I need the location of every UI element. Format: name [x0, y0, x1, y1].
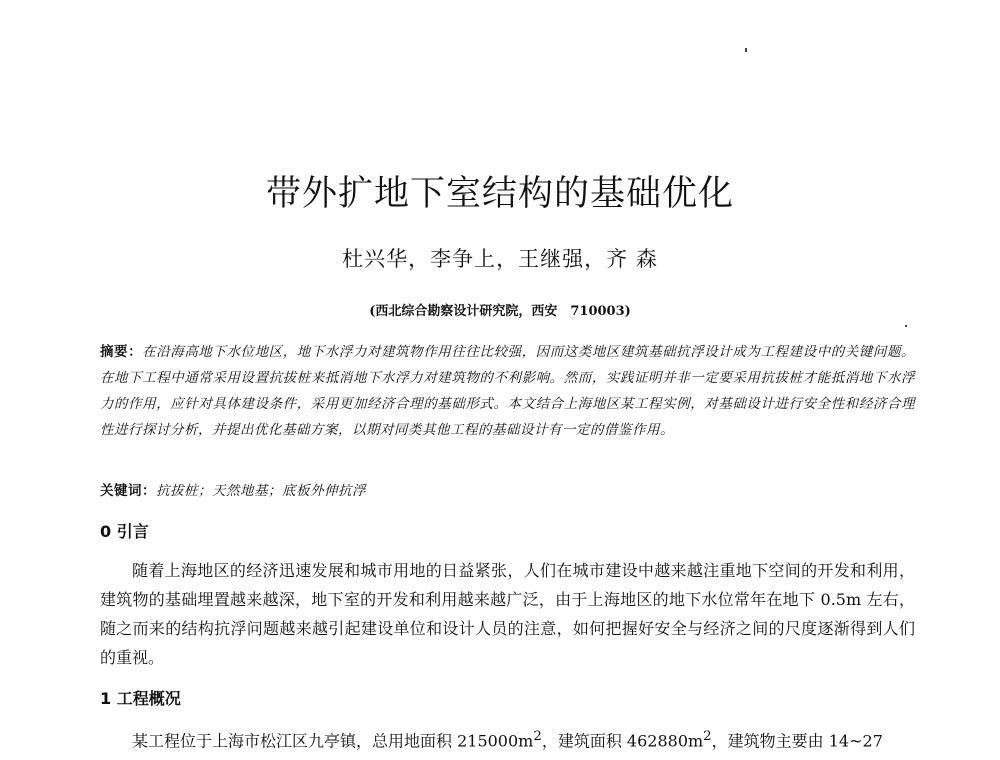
overview-text-part2: ，建筑面积 462880m — [541, 731, 704, 751]
scan-speck — [905, 325, 907, 327]
affiliation: (西北综合勘察设计研究院，西安 710003) — [369, 304, 631, 319]
area-unit-superscript: 2 — [533, 729, 542, 744]
section-heading-project-overview: 1 工程概况 — [100, 689, 181, 708]
abstract-text: 在沿海高地下水位地区，地下水浮力对建筑物作用往往比较强，因而这类地区建筑基础抗浮设计成为工程建设中的关键问题。在地下工程中通常采用设置抗拔桩来抵消地下水浮力对建筑物的不利影响。然而，实践证明并非一定要采用抗拔桩才能抵消地下水浮力的作用，应针对具体建设条件，采用更加经济合理的基础形式。本文结合上海地区某工程实例，对基础设计进行安全性和经济合理性进行探讨分析，并提出优化基础方案，以期对同类其他工程的基础设计有一定的借鉴作用。 — [100, 344, 916, 438]
keywords-label: 关键词： — [100, 483, 156, 499]
paper-title: 带外扩地下室结构的基础优化 — [265, 174, 734, 214]
abstract-label: 摘要： — [100, 344, 143, 360]
keywords — [100, 479, 915, 499]
abstract — [100, 339, 915, 443]
area-unit-superscript: 2 — [703, 729, 712, 744]
overview-text-part1: 某工程位于上海市松江区九亭镇，总用地面积 215000m — [132, 731, 534, 751]
keywords-text: 抗拔桩；天然地基；底板外伸抗浮 — [156, 483, 366, 499]
introduction-paragraph: 随着上海地区的经济迅速发展和城市用地的日益紧张，人们在城市建设中越来越注重地下空间的开发和利用，建筑物的基础埋置越来越深，地下室的开发和利用越来越广泛，由于上海地区的地下水位常年在地下 0.5m 左右，随之而来的结构抗浮问题越来越引起建设单位和设计人员的注意，如何把握好安全与经济之间的尺度逐渐得到人们的重视。 — [100, 561, 915, 667]
author-list: 杜兴华，李争上，王继强，齐 森 — [342, 247, 658, 271]
scan-speck — [745, 48, 747, 52]
project-overview-paragraph — [100, 722, 915, 755]
section-heading-introduction: 0 引言 — [100, 522, 149, 541]
overview-text-part3: ，建筑物主要由 14~27 — [711, 731, 883, 751]
